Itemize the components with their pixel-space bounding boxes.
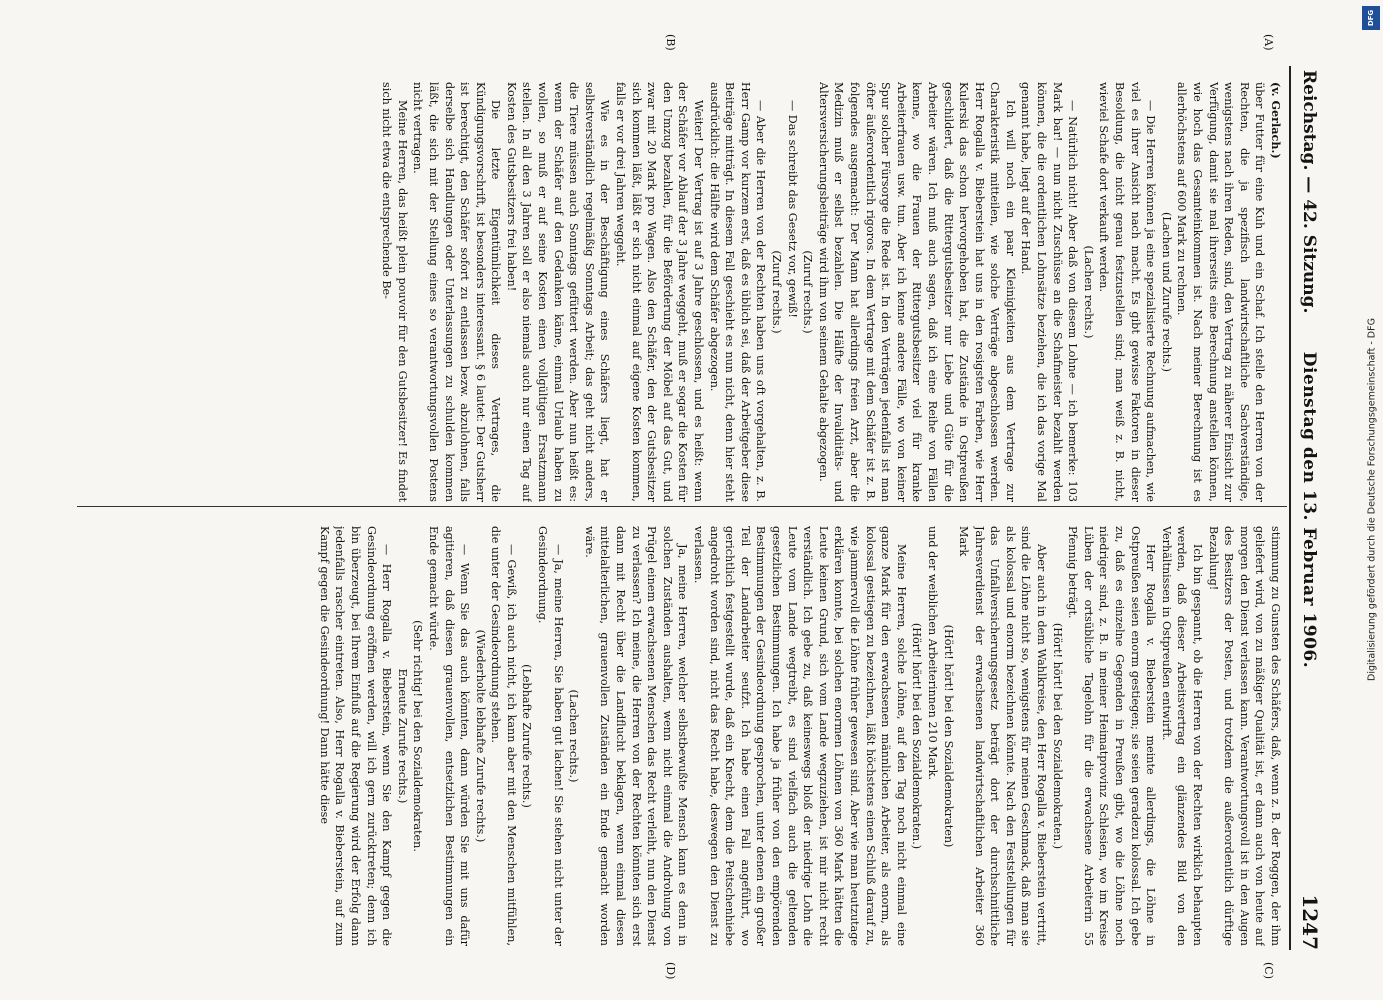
paragraph: — Ja, meine Herren, Sie haben gut lachen! Sie stehen nicht unter der Gesindeordnung. — [536, 526, 565, 946]
header-date: Dienstag den 13. Februar 1906. — [1299, 351, 1319, 669]
page-number: 1247 — [1298, 894, 1322, 950]
paragraph: — Die Herren können ja eine spezialisierte Rechnung aufmachen, wie viel es ihrer Ansicht nach macht. Es gibt gewisse Faktoren in dieser Besoldung, die nicht genau festzustellen sind; man weiß z. B. nicht, wieviel Schafe dort verkauft werden. — [1097, 82, 1158, 502]
paragraph: Weiter! Der Vertrag ist auf 3 Jahre geschlossen, und es heißt: wenn der Schäfer vor Ablauf der 3 Jahre weggeht, muß er sogar die Kosten für den Umzug bezahlen, für die Beförderung der Möbel auf das Gut, und zwar mit 20 Mark pro Wagen. Also den Schäfer, den der Gutsbesitzer sich kommen läßt, läßt er sich nicht einmal auf eigene Kosten kommen, falls er vor drei Jahren weggeht. — [614, 82, 706, 502]
paragraph: Ich will noch ein paar Kleinigkeiten aus dem Vertrage zur Charakteristik mitteilen, wie solche Verträge abgeschlossen werden. Herr Rogalla v. Bieberstein hat uns in den rosigsten Farben, wie Herr Kulerski das schon hervorgehoben hat, die Zustände in Ostpreußen geschildert, daß die Rittergutsbesitzer nur Liebe und Güte für die Arbeiter wären. Ich muß auch sagen, daß ich eine Reihe von Fällen kenne, wo die Frauen der Rittergutsbesitzer viel für kranke Arbeiterfrauen usw. tun. Aber ich kenne andere Fälle, wo von keiner Spur solcher Fürsorge die Rede ist. In den Verträgen jedenfalls ist man öfter äußerordentlich rigoros. In dem Vertrage mit dem Schäfer ist z. B. folgendes ausgemacht: Der Mann hat allerdings freien Arzt, aber die Medizin muß er selbst bezahlen. Die Hälfte der Invaliditäts- und Altersversicherungsbeiträge wird ihm von seinem Gehalte abgezogen. — [816, 82, 1017, 502]
paragraph: Herr Rogalla v. Bieberstein meinte allerdings, die Löhne in Ostpreußen seien enorm gestiegen; sie seien geradezu kolossal. Ich gebe zu, daß es einzelne Gegenden in Preußen gibt, wo die Löhne noch niedriger sind, z. B. in meiner Heimatprovinz Schlesien, wo im Kreise Lüben der ortsübliche Tagelohn für die erwachsene Arbeiterin 55 Pfennig beträgt. — [1066, 526, 1158, 946]
paragraph: Meine Herren, solche Löhne, auf den Tag noch nicht einmal eine ganze Mark für den erwachsenen männlichen Arbeiter, als enorm, als kolossal gestiegen zu bezeichnen, läßt höchstens einen Schluß darauf zu, wie jammervoll die Löhne früher gewesen sind. Aber wie man heutzutage erklären konnte, bei solchen enormen Löhnen von 360 Mark hätten die Leute keinen Grund, sich vom Lande wegzuziehen, ist mir nicht recht verständlich. Ich gebe zu, daß keineswegs bloß der niedrige Lohn die Leute vom Lande wegtreibt, es sind vielfach auch die geltenden gesetzlichen Bestimmungen. Ich habe ja früher von den empörenden Bestimmungen der Gesindeordnung gesprochen, unter denen ein großer Teil der Landarbeiter seufzt. Ich habe einen Fall angeführt, wo gerichtlich festgestellt wurde, daß ein Knecht, dem die Peitschenhiebe angedroht worden sind, nicht das Recht habe, deswegen den Dienst zu verlassen. — [692, 526, 908, 946]
interjection: Erneute Zurufe rechts.) — [395, 668, 409, 804]
digitization-strip — [1360, 0, 1383, 1000]
right-column — [73, 526, 1283, 946]
paragraph: — Natürlich nicht! Aber daß von diesem Lohne — ich bemerke: 103 Mark bar! — nun nicht Zuschüsse an die Schafmeister bezahlt werden können, die die ordentlichen Lohnsätze beziehen, die ich das vorige Mal genannt habe, liegt auf der Hand. — [1019, 82, 1080, 502]
paragraph: — Gewiß, ich auch nicht, ich kann aber mit den Menschen mitfühlen, die unter der Gesindeordnung stehen. — [489, 526, 518, 946]
page-header — [1293, 70, 1322, 950]
margin-mark-a: (A) — [1262, 34, 1275, 51]
paragraph: und der weiblichen Arbeiterinnen 210 Mark. — [925, 526, 939, 781]
left-column — [73, 82, 1283, 502]
interjection: (Sehr richtig! bei den Sozialdemokraten. — [411, 620, 425, 852]
paragraph: Wie es in der Beschäftigung eines Schäfers liegt, hat er selbstverständlich regelmäßig Sonntags Arbeit; das geht nicht anders, die Tiere müssen auch Sonntags gefüttert werden. Aber nun heißt es: wenn der Schäfer auf den Gedanken käme, einmal Urlaub haben zu wollen, so muß er auf seine Kosten einen vollgültigen Ersatzmann stellen. In all den 3 Jahren soll er also niemals auch nur einen Tag auf Kosten des Gutsbesitzers frei haben! — [504, 82, 612, 502]
header-left: Reichstag. — 42. Sitzung. — [1299, 70, 1319, 314]
interjection: (Lachen und Zurufe rechts.) — [1159, 212, 1173, 372]
dfg-logo — [1362, 6, 1380, 30]
header-rule — [1289, 66, 1291, 950]
margin-mark-b: (B) — [664, 34, 677, 51]
dfg-logo-text: DFG — [1367, 9, 1375, 27]
paragraph: Die letzte Eigentümlichkeit dieses Vertrages, die Kündigungsvorschrift, ist besonders interessant. § 6 lautet: Der Gutsherr ist berechtigt, den Schäfer sofort zu entlassen bezw. abzulohnen, falls derselbe sich Handlungen oder Unterlassungen zu schulden kommen läßt, die sich mit der Stellung eines so verantwortungsvollen Postens nicht vertragen. — [411, 82, 503, 502]
column-divider — [77, 506, 1287, 507]
interjection: (Hört! hört! bei den Sozialdemokraten.) — [910, 622, 924, 850]
interjection: (Zuruf rechts.) — [801, 250, 815, 334]
interjection: (Wiederholte lebhafte Zurufe rechts.) — [473, 629, 487, 843]
paragraph: stimmung zu Gunsten des Schäfers, daß, wenn z. B. der Roggen, der ihm geliefert wird, von zu mäßiger Qualität ist, er dann auch von heute auf morgen den Dienst verlassen kann. Verantwortungsvoll ist in den Augen des Besitzers der Posten, und trotzdem die außerordentlich dürftige Bezahlung! — [1206, 526, 1282, 946]
paragraph: Ich bin gespannt, ob die Herren von der Rechten wirklich behaupten werden, daß dieser Arbeitsvertrag ein glänzendes Bild von den Verhältnissen in Ostpreußen entwirft. — [1159, 526, 1205, 946]
paragraph: — Herr Rogalla v. Bieberstein, wenn Sie den Kampf gegen die Gesindeordnung eröffnen werden, will ich gern zurücktreten; denn ich bin überzeugt, bei Ihrem Einfluß auf die Regierung wird der Erfolg dann jedenfalls rascher eintreten. Also, Herr Rogalla v. Bieberstein, auf zum Kampf gegen die Gesindeordnung! Dann hätte diese — [317, 526, 394, 946]
speaker-label: (v. Gerlach.) — [1269, 82, 1283, 159]
interjection: (Lachen rechts.) — [1081, 245, 1095, 339]
paragraph: über Futter für eine Kuh und ein Schaf. Ich stelle den Herren von der Rechten, die ja spezifisch landwirtschaftliche Sachverständige, wenigstens nach ihren Reden, sind, den Vertrag zu näherer Einsicht zur Verfügung, damit sie mal ihrerseits eine Berechnung anstellen können, wie hoch das Gesamteinkommen ist. Nach meiner Berechnung ist es allerhöchstens auf 600 Mark zu rechnen. — [1175, 82, 1267, 502]
paragraph: Aber auch in dem Wahlkreise, den Herr Rogalla v. Bieberstein vertritt, sind die Löhne nicht so, wenigstens für meinen Geschmack, daß man sie als kolossal und enorm bezeichnen könnte. Nach den Feststellungen für das Unfallversicherungsgesetz beträgt dort der durchschnittliche Jahresverdienst der erwachsenen landwirtschaftlichen Arbeiter 360 Mark — [957, 526, 1049, 946]
paragraph: Ja, meine Herren, welcher selbstbewußte Mensch kann es denn in solchen Zuständen aushalten, wenn nicht einmal die Androhung von Prügel einem erwachsenen Menschen das Recht verleiht, nun den Dienst zu verlassen? Ich meine, die Herren von der Rechten könnten sich erst dann mit Recht über die Landflucht beklagen, wenn einmal diesen mittelalterlichen, grauenvollen Zuständen ein Ende gemacht worden wäre. — [582, 526, 690, 946]
paragraph: — Aber die Herren von der Rechten haben uns oft vorgehalten, z. B. Herr Gamp vor kurzem erst, daß es üblich sei, daß der Arbeitgeber diese Beiträge mitträgt. In diesem Fall geschieht es nun nicht, denn hier steht ausdrücklich: die Hälfte wird dem Schäfer abgezogen. — [707, 82, 768, 502]
paragraph: Meine Herren, das heißt plein pouvoir für den Gutsbesitzer! Es findet sich nicht etwa die entsprechende Be- — [380, 82, 409, 502]
digitization-credit: Digitalisierung gefördert durch die Deutsche Forschungsgemeinschaft - DFG — [1366, 318, 1378, 681]
margin-mark-c: (C) — [1262, 962, 1275, 979]
interjection: (Hört! hört! bei den Sozialdemokraten.) — [1050, 622, 1064, 850]
interjection: (Lebhafte Zurufe rechts.) — [520, 664, 534, 808]
interjection: (Zuruf rechts.) — [770, 250, 783, 334]
margin-mark-d: (D) — [664, 962, 677, 980]
paragraph: — Das schreibt das Gesetz vor, gewiß! — [785, 100, 799, 318]
paragraph: — Wenn Sie das auch könnten, dann würden Sie mit uns dafür agitieren, daß diesen grauenvollen, entsetzlichen Bestimmungen ein Ende gemacht würde. — [426, 526, 472, 946]
interjection: (Lachen rechts.) — [567, 689, 581, 783]
interjection: (Hört! hört! bei den Sozialdemokraten) — [941, 624, 955, 848]
